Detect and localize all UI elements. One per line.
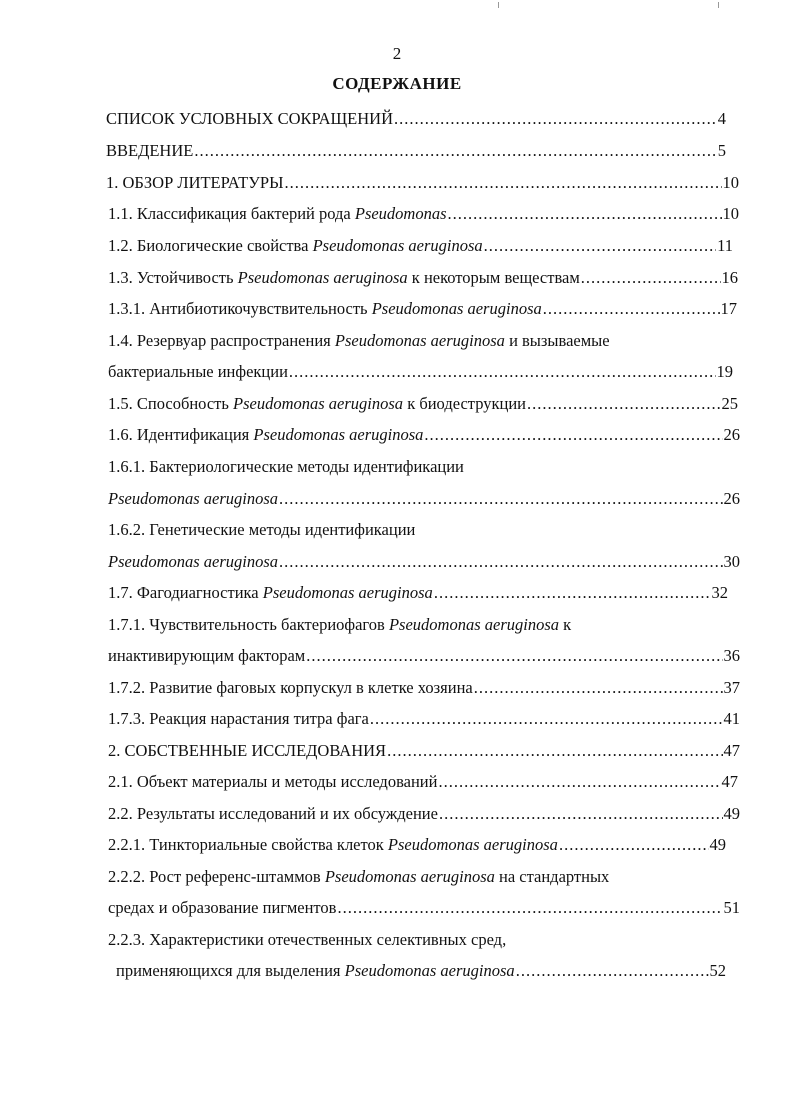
dot-leader — [394, 108, 717, 130]
toc-entry-title — [106, 108, 393, 130]
toc-entry-text: 1.2. Биологические свойства — [108, 236, 313, 255]
toc-entry-species-name: Pseudomonas aeruginosa — [262, 583, 433, 602]
toc-entry-title — [106, 140, 193, 162]
toc-entry-text: 1.6.1. Бактериологические методы идентификации — [108, 457, 464, 476]
toc-page-number: 30 — [723, 552, 740, 571]
dot-leader — [474, 677, 723, 699]
toc-entry-text: 1.4. Резервуар распространения — [108, 331, 335, 350]
dot-leader — [484, 235, 716, 257]
toc-entry-title — [108, 677, 473, 699]
toc-entry-title — [108, 235, 483, 257]
toc-entry-text: 1.7.3. Реакция нарастания титра фага — [108, 709, 369, 728]
toc-entry-title — [108, 645, 305, 667]
toc-entry — [108, 488, 740, 510]
toc-entry-text: 2.2.2. Рост референс-штаммов — [108, 867, 325, 886]
toc-entry-text: средах и образование пигментов — [108, 898, 337, 917]
toc-entry-title — [108, 393, 526, 415]
toc-entry-text: СПИСОК УСЛОВНЫХ СОКРАЩЕНИЙ — [106, 109, 394, 128]
toc-page-number: 52 — [709, 961, 726, 980]
toc-entry-title — [108, 267, 580, 289]
toc-entry — [108, 235, 733, 257]
dot-leader — [194, 140, 716, 162]
toc-entry — [108, 614, 571, 636]
toc-entry-species-name: Pseudomonas aeruginosa — [108, 552, 279, 571]
dot-leader — [387, 740, 722, 762]
toc-page-number: 10 — [722, 173, 739, 192]
toc-entry-text: 1.7.2. Развитие фаговых корпускул в клетке хозяина — [108, 678, 473, 697]
dot-leader — [438, 771, 720, 793]
toc-page-number: 19 — [716, 362, 733, 381]
dot-leader — [370, 708, 723, 730]
toc-page-number: 4 — [717, 109, 726, 128]
toc-page-number: 10 — [722, 204, 739, 223]
dot-leader — [516, 960, 709, 982]
toc-entry-title — [116, 960, 515, 982]
toc-entry — [108, 740, 740, 762]
dot-leader — [527, 393, 721, 415]
toc-entry-title — [108, 866, 609, 888]
toc-entry — [108, 361, 733, 383]
dot-leader — [279, 488, 722, 510]
toc-entry-text: 2. СОБСТВЕННЫЕ ИССЛЕДОВАНИЯ — [108, 741, 387, 760]
toc-page-number: 11 — [717, 236, 733, 255]
toc-entry — [108, 866, 609, 888]
toc-entry-title — [108, 614, 571, 636]
dot-leader — [581, 267, 721, 289]
toc-entry — [116, 960, 726, 982]
toc-entry-title — [108, 582, 433, 604]
toc-entry-title — [108, 897, 336, 919]
toc-entry — [108, 267, 738, 289]
toc-entry-text-after: к биодеструкции — [403, 394, 526, 413]
toc-entry-species-name: Pseudomonas aeruginosa — [233, 394, 404, 413]
toc-entry — [108, 834, 726, 856]
dot-leader — [289, 361, 716, 383]
toc-entry-title — [106, 172, 284, 194]
toc-entry-species-name: Pseudomonas aeruginosa — [387, 835, 558, 854]
toc-page-number: 36 — [723, 646, 740, 665]
toc-page-number: 37 — [723, 678, 740, 697]
toc-entry-title — [108, 551, 278, 573]
toc-entry-text: 1.6. Идентификация — [108, 425, 254, 444]
toc-entry — [108, 298, 737, 320]
toc-entry — [108, 551, 740, 573]
toc-entry-text: 1.3. Устойчивость — [108, 268, 238, 287]
toc-entry-title — [108, 298, 542, 320]
toc-entry — [108, 519, 415, 541]
toc-entry-text: 2.2.1. Тинкториальные свойства клеток — [108, 835, 388, 854]
toc-entry-title — [108, 361, 288, 383]
toc-entry-species-name: Pseudomonas aeruginosa — [388, 615, 560, 634]
dot-leader — [337, 897, 722, 919]
toc-entry — [106, 108, 726, 130]
toc-entry-species-name: Pseudomonas aeruginosa — [344, 961, 515, 980]
toc-entry-title — [108, 708, 369, 730]
toc-page-number: 47 — [721, 772, 738, 791]
toc-entry-text: инактивирующим факторам — [108, 646, 306, 665]
toc-entry-text: 1.3.1. Антибиотикочувствительность — [108, 299, 372, 318]
toc-entry — [108, 582, 728, 604]
toc-entry-title — [108, 488, 278, 510]
toc-entry-text-after: к — [559, 615, 572, 634]
page-title: СОДЕРЖАНИЕ — [332, 74, 462, 93]
toc-entry — [108, 203, 739, 225]
toc-entry — [108, 771, 738, 793]
toc-entry — [108, 708, 740, 730]
toc-entry-title — [108, 929, 506, 951]
toc-page-number: 5 — [717, 141, 726, 160]
toc-entry-text: бактериальные инфекции — [108, 362, 288, 381]
toc-entry — [108, 677, 740, 699]
toc-entry-text: 2.2. Результаты исследований и их обсуждение — [108, 804, 438, 823]
toc-entry-text: 2.1. Объект материалы и методы исследований — [108, 772, 438, 791]
toc-entry — [108, 929, 506, 951]
dot-leader — [424, 424, 722, 446]
toc-entry — [108, 393, 738, 415]
toc-entry-title — [108, 834, 558, 856]
toc-entry-text: 1. ОБЗОР ЛИТЕРАТУРЫ — [106, 173, 284, 192]
toc-entry — [108, 803, 740, 825]
toc-entry-text: 1.5. Способность — [108, 394, 234, 413]
toc-page-number: 47 — [723, 741, 740, 760]
toc-entry-text: ВВЕДЕНИЕ — [106, 141, 194, 160]
dot-leader — [434, 582, 711, 604]
dot-leader — [543, 298, 720, 320]
toc-entry-text: 1.1. Классификация бактерий рода — [108, 204, 355, 223]
toc-entry-species-name: Pseudomonas aeruginosa — [237, 268, 408, 287]
toc-page-number: 26 — [723, 489, 740, 508]
toc-page-number: 49 — [723, 804, 740, 823]
dot-leader — [285, 172, 722, 194]
toc-entry-species-name: Pseudomonas aeruginosa — [371, 299, 542, 318]
toc-entry — [106, 140, 726, 162]
toc-page-number: 17 — [720, 299, 737, 318]
dot-leader — [439, 803, 723, 825]
toc-entry-text-after: на стандартных — [494, 867, 610, 886]
toc-entry-species-name: Pseudomonas aeruginosa — [324, 867, 495, 886]
toc-page-number: 32 — [711, 583, 728, 602]
toc-entry-text: 1.7. Фагодиагностика — [108, 583, 263, 602]
toc-entry-text-after: и вызываемые — [504, 331, 610, 350]
toc-entry-title — [108, 330, 610, 352]
toc-entry-title — [108, 771, 437, 793]
dot-leader — [559, 834, 709, 856]
dot-leader — [306, 645, 722, 667]
toc-page-number: 51 — [723, 898, 740, 917]
toc-entry — [108, 456, 464, 478]
toc-entry-title — [108, 519, 415, 541]
toc-entry-title — [108, 456, 464, 478]
toc-entry — [108, 330, 610, 352]
toc-entry — [106, 172, 739, 194]
toc-entry-title — [108, 740, 386, 762]
toc-entry — [108, 645, 740, 667]
toc-entry-title — [108, 203, 447, 225]
toc-entry-title — [108, 803, 438, 825]
toc-entry-text: 1.7.1. Чувствительность бактериофагов — [108, 615, 389, 634]
toc-entry-text-after: к некоторым веществам — [407, 268, 580, 287]
page-number: 2 — [392, 44, 402, 63]
toc-entry-species-name: Pseudomonas aeruginosa — [334, 331, 505, 350]
dot-leader — [279, 551, 722, 573]
toc-entry — [108, 424, 740, 446]
toc-page-number: 25 — [721, 394, 738, 413]
toc-entry-title — [108, 424, 423, 446]
toc-entry-text: 2.2.3. Характеристики отечественных селективных сред, — [108, 930, 507, 949]
toc-page-number: 26 — [723, 425, 740, 444]
toc-entry-species-name: Pseudomonas aeruginosa — [108, 489, 279, 508]
toc-entry — [108, 897, 740, 919]
toc-page-number: 41 — [723, 709, 740, 728]
toc-entry-species-name: Pseudomonas aeruginosa — [253, 425, 424, 444]
toc-entry-text: применяющихся для выделения — [116, 961, 345, 980]
toc-page-number: 49 — [709, 835, 726, 854]
toc-entry-species-name: Pseudomonas — [354, 204, 447, 223]
dot-leader — [448, 203, 722, 225]
toc-page-number: 16 — [721, 268, 738, 287]
toc-entry-species-name: Pseudomonas aeruginosa — [312, 236, 483, 255]
toc-entry-text: 1.6.2. Генетические методы идентификации — [108, 520, 416, 539]
